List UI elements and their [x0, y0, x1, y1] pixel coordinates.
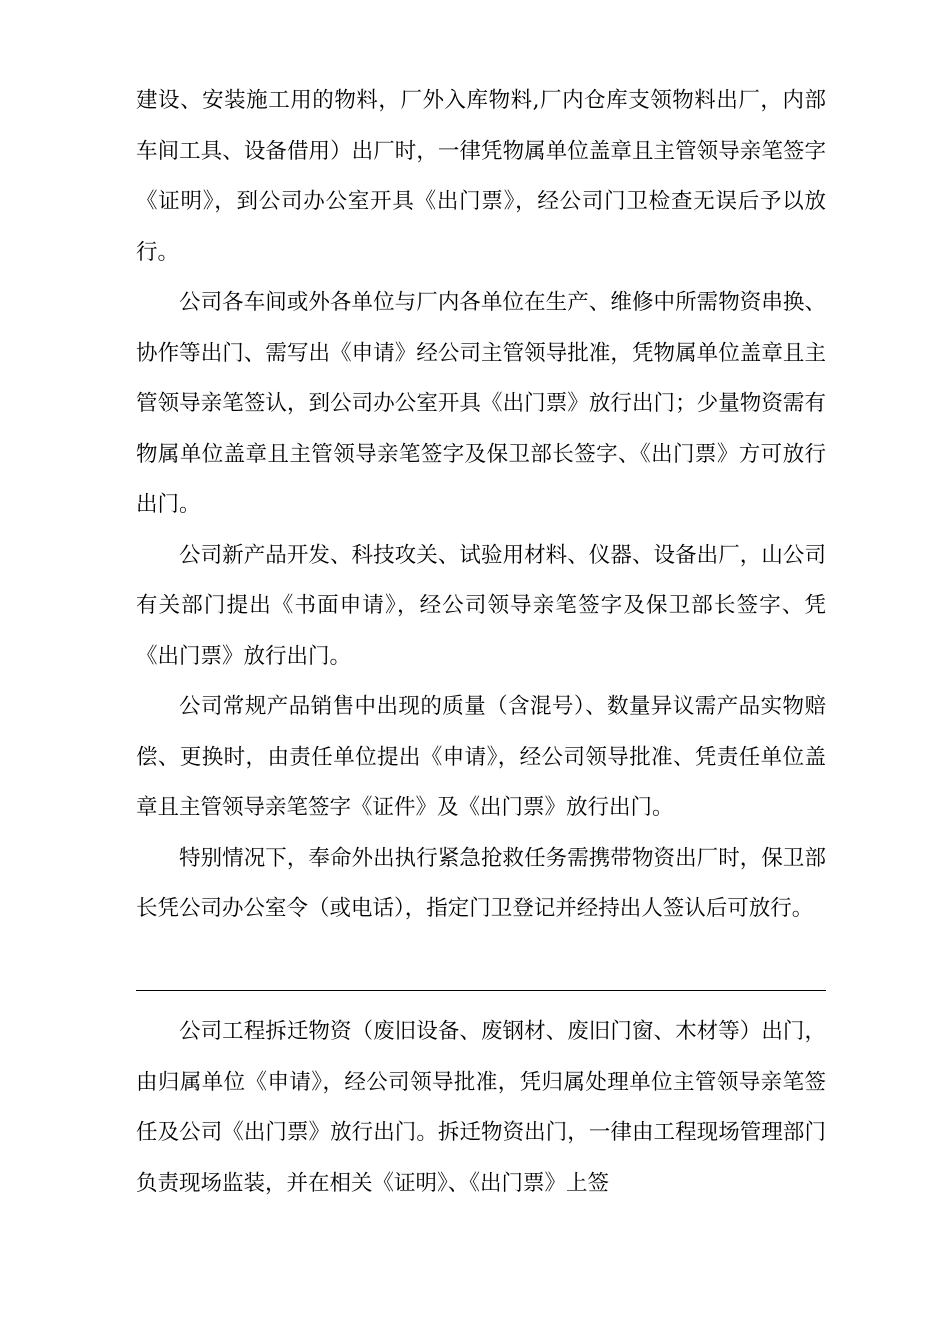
- section-bottom: [136, 1007, 826, 1209]
- section-top: [136, 76, 826, 935]
- paragraph-continued-materials: 建设、安装施工用的物料，厂外入库物料,厂内仓库支领物料出厂，内部车间工具、设备借用）出厂时，一律凭物属单位盖章且主管领导亲笔签字《证明》，到公司办公室开具《出门票》，经公司门卫检查无误后予以放行。: [136, 88, 826, 265]
- paragraph-new-product-development: 公司新产品开发、科技攻关、试验用材料、仪器、设备出厂，山公司有关部门提出《书面申请》，经公司领导亲笔签字及保卫部长签字、凭《出门票》放行出门。: [136, 542, 826, 669]
- paragraph-material-exchange: 公司各车间或外各单位与厂内各单位在生产、维修中所需物资串换、协作等出门、需写出《申请》经公司主管领导批准，凭物属单位盖章且主管领导亲笔签认，到公司办公室开具《出门票》放行出门；少量物资需有物属单位盖章且主管领导亲笔签字及保卫部长签字、《出门票》方可放行出门。: [136, 290, 826, 517]
- page-divider: [136, 990, 826, 991]
- paragraph-demolition-materials: 公司工程拆迁物资（废旧设备、废钢材、废旧门窗、木材等）出门，由归属单位《申请》，经公司领导批准，凭归属处理单位主管领导亲笔签任及公司《出门票》放行出门。拆迁物资出门，一律由工程现场管理部门负责现场监装，并在相关《证明》、《出门票》上签: [136, 1019, 826, 1196]
- paragraph-product-quality-compensation: 公司常规产品销售中出现的质量（含混号）、数量异议需产品实物赔偿、更换时，由责任单位提出《申请》，经公司领导批准、凭责任单位盖章且主管领导亲笔签字《证件》及《出门票》放行出门。: [136, 694, 826, 820]
- paragraph-emergency-rescue: 特别情况下，奉命外出执行紧急抢救任务需携带物资出厂时，保卫部长凭公司办公室令（或电话），指定门卫登记并经持出人签认后可放行。: [136, 845, 826, 921]
